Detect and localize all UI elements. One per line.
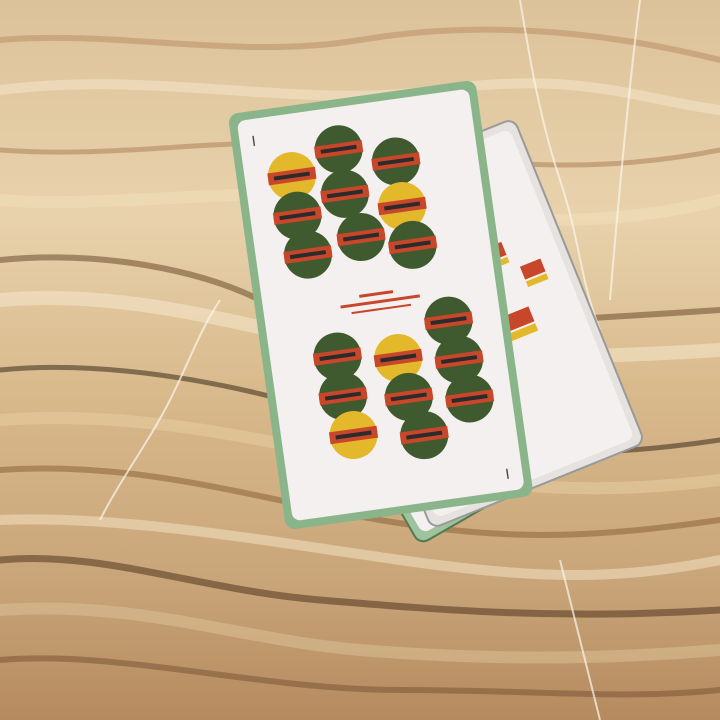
corner-mark-top: I [250,133,258,151]
corner-mark-bottom: I [504,466,511,484]
